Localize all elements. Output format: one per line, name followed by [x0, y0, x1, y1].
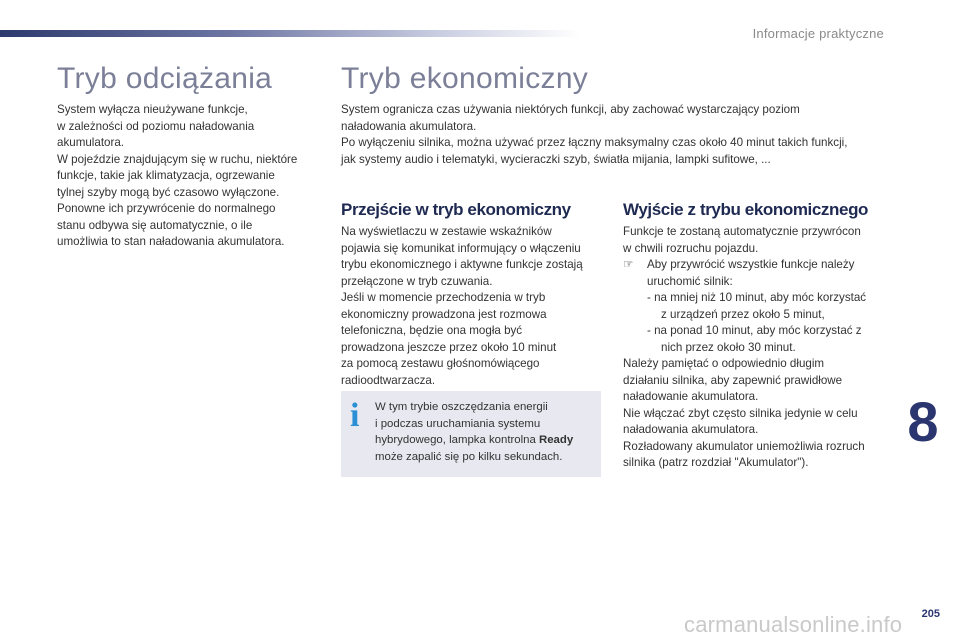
- text-line: stanu odbywa się automatycznie, o ile: [57, 218, 253, 232]
- text-segment: hybrydowego, lampka kontrolna: [375, 434, 539, 446]
- info-text: [375, 399, 597, 465]
- text-line: w chwili rozruchu pojazdu.: [623, 241, 759, 255]
- text-line: Jeśli w momencie przechodzenia w tryb: [341, 291, 546, 304]
- text-line: akumulatora.: [57, 136, 125, 149]
- text-line: jak systemy audio i telematyki, wycieraczki szyb, światła mijania, lampki sufitowe, ...: [341, 152, 771, 166]
- text-line: W pojeździe znajdującym się w ruchu, niektóre: [57, 152, 298, 166]
- subtitle-entering-economy: Przejście w tryb ekonomiczny: [341, 200, 571, 219]
- text-line: umożliwia to stan naładowania akumulatora.: [57, 235, 285, 248]
- text-line: [375, 432, 597, 449]
- header-gradient-bar: [0, 30, 580, 37]
- text-line: radioodtwarzacza.: [341, 373, 436, 387]
- economy-mode-intro: [341, 102, 901, 168]
- text-line: telefoniczna, będzie ona mogła być: [341, 324, 523, 337]
- info-box: [341, 391, 601, 477]
- text-line: prowadzona jeszcze przez około 10 minut: [341, 340, 557, 354]
- subtitle-exiting-economy: Wyjście z trybu ekonomicznego: [623, 200, 869, 219]
- watermark: carmanualsonline.info: [684, 612, 903, 637]
- text-line: pojawia się komunikat informujący o włączeniu: [341, 241, 581, 255]
- text-line: nich przez około 30 minut.: [661, 340, 796, 354]
- text-line: działaniu silnika, aby zapewnić prawidłowe: [623, 373, 843, 387]
- text-line: Nie włączać zbyt często silnika jedynie w celu: [623, 406, 858, 420]
- chapter-title: Informacje praktyczne: [752, 26, 884, 41]
- text-line: Funkcje te zostaną automatycznie przywrócon: [623, 225, 861, 238]
- sub-item: - na mniej niż 10 minut, aby móc korzystać: [647, 291, 867, 304]
- chapter-number: 8: [907, 390, 939, 453]
- text-line: tylnej szyby mogą być czasowo wyłączone.: [57, 185, 280, 199]
- info-icon: i: [350, 397, 360, 434]
- section-title-economy-mode: Tryb ekonomiczny: [341, 62, 589, 95]
- text-line: uruchomić silnik:: [647, 274, 733, 288]
- exiting-economy-text: [623, 224, 893, 472]
- text-line: funkcje, takie jak klimatyzacja, ogrzewanie: [57, 169, 275, 182]
- ready-label: Ready: [539, 434, 574, 446]
- sub-item: - na ponad 10 minut, aby móc korzystać z: [647, 324, 862, 337]
- text-line: Należy pamiętać o odpowiednio długim: [623, 357, 825, 370]
- pointing-hand-icon: ☞: [623, 258, 634, 271]
- text-line: za pomocą zestawu głośnomówiącego: [341, 357, 540, 370]
- text-line: Po wyłączeniu silnika, można używać przez łączny maksymalny czas około 40 minut takich funkcji,: [341, 136, 848, 149]
- text-line: Rozładowany akumulator uniemożliwia rozruch: [623, 439, 865, 453]
- text-line: silnika (patrz rozdział "Akumulator").: [623, 456, 809, 469]
- text-line: Ponowne ich przywrócenie do normalnego: [57, 202, 276, 215]
- text-line: z urządzeń przez około 5 minut,: [661, 307, 825, 321]
- text-line: przełączone w tryb czuwania.: [341, 274, 493, 288]
- entering-economy-text: [341, 224, 603, 389]
- bullet-item: [623, 257, 893, 274]
- load-shedding-text: [57, 102, 319, 251]
- text-line: Na wyświetlaczu w zestawie wskaźników: [341, 225, 552, 238]
- text-line: może zapalić się po kilku sekundach.: [375, 450, 563, 463]
- text-line: trybu ekonomicznego i aktywne funkcje zostają: [341, 258, 583, 271]
- section-title-load-shedding: Tryb odciążania: [57, 62, 273, 95]
- text-line: W tym trybie oszczędzania energii: [375, 401, 548, 413]
- text-line: System ogranicza czas używania niektórych funkcji, aby zachować wystarczający poziom: [341, 103, 800, 116]
- text-segment: Aby przywrócić wszystkie funkcje należy: [647, 258, 855, 271]
- text-line: naładowania akumulatora.: [341, 119, 477, 133]
- text-line: System wyłącza nieużywane funkcje,: [57, 103, 248, 116]
- text-line: w zależności od poziomu naładowania: [57, 119, 255, 133]
- text-line: ekonomiczny prowadzona jest rozmowa: [341, 307, 547, 321]
- text-line: naładowania akumulatora.: [623, 423, 759, 436]
- text-line: naładowanie akumulatora.: [623, 390, 759, 403]
- page-number: 205: [921, 608, 940, 620]
- text-line: i podczas uruchamiania systemu: [375, 417, 541, 430]
